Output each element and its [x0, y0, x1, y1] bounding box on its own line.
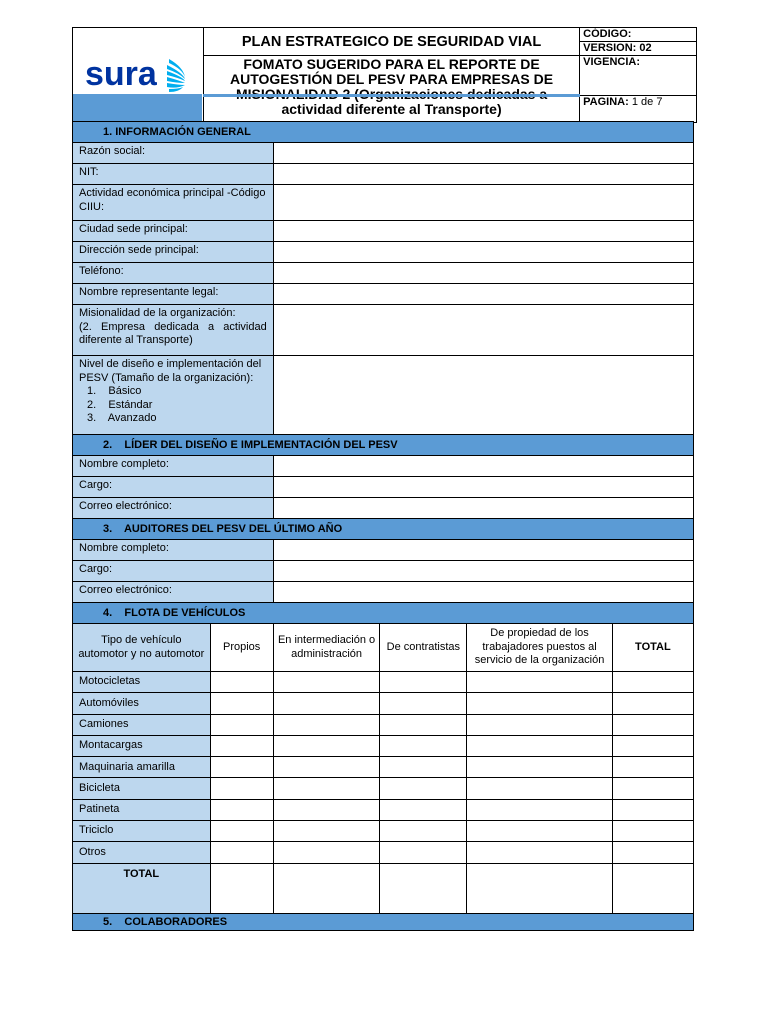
section-auditores: 3. AUDITORES DEL PESV DEL ÚLTIMO AÑO [73, 519, 694, 540]
flota-trabajadores-field[interactable] [467, 672, 612, 693]
flota-total-field[interactable] [612, 821, 693, 842]
flota-row-label: Otros [73, 842, 211, 863]
flota-contratistas-field[interactable] [380, 735, 467, 756]
flota-total-field[interactable] [612, 714, 693, 735]
flota-intermediacion-field[interactable] [273, 672, 380, 693]
flota-propios-field[interactable] [210, 735, 273, 756]
flota-intermediacion-field[interactable] [273, 799, 380, 820]
flota-rows [73, 672, 694, 864]
flota-row-label: Motocicletas [73, 672, 211, 693]
format-subtitle: FOMATO SUGERIDO PARA EL REPORTE DE AUTOGESTIÓN DEL PESV PARA EMPRESAS DE actividad diferente al Transporte) [203, 56, 579, 123]
section-informacion-general: 1. INFORMACIÓN GENERAL [73, 122, 694, 143]
flota-contratistas-field[interactable] [380, 842, 467, 863]
lider-cargo-field[interactable] [273, 477, 693, 498]
flota-contratistas-field[interactable] [380, 672, 467, 693]
flota-row [73, 821, 694, 842]
flota-row-label: Automóviles [73, 693, 211, 714]
codigo-label: CÓDIGO: [583, 28, 632, 40]
flota-propios-field[interactable] [210, 693, 273, 714]
logo-strip [73, 94, 202, 121]
flota-propios-field[interactable] [210, 842, 273, 863]
section-lider: 2. LÍDER DEL DISEÑO E IMPLEMENTACIÓN DEL PESV [73, 435, 694, 456]
section-colaboradores: 5. COLABORADORES [73, 913, 694, 930]
nit-field[interactable] [273, 164, 693, 185]
lider-correo-field[interactable] [273, 498, 693, 519]
sura-logo-icon [83, 51, 193, 95]
flota-contratistas-field[interactable] [380, 778, 467, 799]
flota-header-tipo: Tipo de vehículo automotor y no automotor [73, 624, 211, 672]
flota-row [73, 799, 694, 820]
flota-contratistas-field[interactable] [380, 799, 467, 820]
representante-label: Nombre representante legal: [73, 284, 274, 305]
flota-propios-field[interactable] [210, 821, 273, 842]
total-intermediacion-field[interactable] [273, 863, 380, 913]
telefono-field[interactable] [273, 263, 693, 284]
misionalidad-label: Misionalidad de la organización: (2. Empresa dedicada a actividad diferente al Transporte) [73, 305, 274, 356]
lider-nombre-field[interactable] [273, 456, 693, 477]
flota-propios-field[interactable] [210, 757, 273, 778]
plan-title: PLAN ESTRATEGICO DE SEGURIDAD VIAL [203, 28, 579, 56]
lider-nombre-label: Nombre completo: [73, 456, 274, 477]
flota-header-intermediacion: En intermediación o administración [273, 624, 380, 672]
flota-contratistas-field[interactable] [380, 821, 467, 842]
flota-contratistas-field[interactable] [380, 693, 467, 714]
razon-social-label: Razón social: [73, 143, 274, 164]
flota-row [73, 842, 694, 863]
flota-header-propios: Propios [210, 624, 273, 672]
flota-row-label: Patineta [73, 799, 211, 820]
flota-contratistas-field[interactable] [380, 714, 467, 735]
razon-social-field[interactable] [273, 143, 693, 164]
auditor-correo-field[interactable] [273, 582, 693, 603]
pagina-cell [580, 96, 697, 123]
flota-trabajadores-field[interactable] [467, 842, 612, 863]
subtitle-strip [203, 94, 580, 97]
flota-total-field[interactable] [612, 799, 693, 820]
direccion-field[interactable] [273, 242, 693, 263]
flota-row-label: Maquinaria amarilla [73, 757, 211, 778]
flota-header-trabajadores: De propiedad de los trabajadores puestos al servicio de la organización [467, 624, 612, 672]
flota-intermediacion-field[interactable] [273, 714, 380, 735]
auditor-correo-label: Correo electrónico: [73, 582, 274, 603]
total-contratistas-field[interactable] [380, 863, 467, 913]
lider-correo-label: Correo electrónico: [73, 498, 274, 519]
actividad-field[interactable] [273, 185, 693, 221]
nit-label: NIT: [73, 164, 274, 185]
flota-header-total: TOTAL [612, 624, 693, 672]
flota-row-label: Bicicleta [73, 778, 211, 799]
total-trabajadores-field[interactable] [467, 863, 612, 913]
flota-row [73, 714, 694, 735]
flota-row [73, 672, 694, 693]
direccion-label: Dirección sede principal: [73, 242, 274, 263]
flota-intermediacion-field[interactable] [273, 693, 380, 714]
lider-cargo-label: Cargo: [73, 477, 274, 498]
flota-total-field[interactable] [612, 757, 693, 778]
pesv-form [72, 121, 694, 931]
flota-trabajadores-field[interactable] [467, 821, 612, 842]
flota-total-field[interactable] [612, 842, 693, 863]
flota-intermediacion-field[interactable] [273, 842, 380, 863]
flota-total-field[interactable] [612, 693, 693, 714]
nivel-option-basico: 1. Básico [87, 385, 142, 397]
flota-propios-field[interactable] [210, 799, 273, 820]
flota-row-label: Montacargas [73, 735, 211, 756]
telefono-label: Teléfono: [73, 263, 274, 284]
flota-total-field[interactable] [612, 778, 693, 799]
nivel-option-estandar: 2. Estándar [87, 398, 153, 411]
flota-trabajadores-field[interactable] [467, 778, 612, 799]
flota-row-label: Camiones [73, 714, 211, 735]
flota-propios-field[interactable] [210, 778, 273, 799]
representante-field[interactable] [273, 284, 693, 305]
flota-trabajadores-field[interactable] [467, 693, 612, 714]
flota-trabajadores-field[interactable] [467, 799, 612, 820]
flota-total-field[interactable] [612, 672, 693, 693]
flota-header-row [73, 624, 694, 672]
auditor-nombre-field[interactable] [273, 540, 693, 561]
misionalidad-field[interactable] [273, 305, 693, 356]
pagina-value: 1 de 7 [631, 96, 663, 108]
codigo-version-cell [580, 28, 697, 56]
flota-row [73, 778, 694, 799]
flota-intermediacion-field[interactable] [273, 821, 380, 842]
flota-trabajadores-field[interactable] [467, 757, 612, 778]
ciudad-field[interactable] [273, 221, 693, 242]
flota-trabajadores-field[interactable] [467, 714, 612, 735]
flota-total-field[interactable] [612, 735, 693, 756]
flota-trabajadores-field[interactable] [467, 735, 612, 756]
section-flota: 4. FLOTA DE VEHÍCULOS [73, 603, 694, 624]
flota-row-label: Triciclo [73, 821, 211, 842]
nivel-option-avanzado: 3. Avanzado [87, 412, 157, 424]
flota-row [73, 735, 694, 756]
flota-intermediacion-field[interactable] [273, 735, 380, 756]
nivel-label: Nivel de diseño e implementación del PESV (Tamaño de la organización): 1. Básico 2. Estándar 3. Avanzado [73, 356, 274, 435]
flota-contratistas-field[interactable] [380, 757, 467, 778]
flota-header-contratistas: De contratistas [380, 624, 467, 672]
nivel-field[interactable] [273, 356, 693, 435]
total-propios-field[interactable] [210, 863, 273, 913]
version-label: VERSION: 02 [580, 41, 696, 55]
auditor-cargo-label: Cargo: [73, 561, 274, 582]
total-total-field[interactable] [612, 863, 693, 913]
flota-total-label: TOTAL [73, 863, 211, 913]
flota-row [73, 757, 694, 778]
actividad-label: Actividad económica principal -Código CIIU: [73, 185, 274, 221]
vigencia-label: VIGENCIA: [580, 56, 697, 96]
pagina-label: PAGINA: [583, 96, 629, 108]
flota-total-row [73, 863, 694, 913]
flota-row [73, 693, 694, 714]
flota-intermediacion-field[interactable] [273, 778, 380, 799]
auditor-nombre-label: Nombre completo: [73, 540, 274, 561]
flota-intermediacion-field[interactable] [273, 757, 380, 778]
logo-text: sura [84, 54, 157, 93]
flota-propios-field[interactable] [210, 672, 273, 693]
ciudad-label: Ciudad sede principal: [73, 221, 274, 242]
auditor-cargo-field[interactable] [273, 561, 693, 582]
flota-propios-field[interactable] [210, 714, 273, 735]
